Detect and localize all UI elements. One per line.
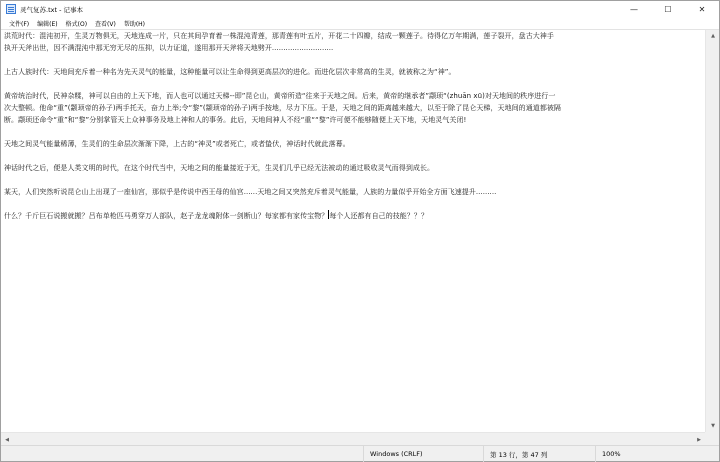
editor-area[interactable]	[1, 29, 719, 445]
scroll-down-icon[interactable]: ▼	[711, 423, 715, 429]
status-zoom: 100%	[595, 446, 719, 462]
text-line	[4, 198, 704, 210]
maximize-button[interactable]: ☐	[664, 4, 672, 14]
status-cursor-position: 第 13 行，第 47 列	[483, 446, 595, 462]
vertical-scrollbar[interactable]	[705, 30, 719, 432]
status-bar	[1, 445, 719, 461]
text-line	[4, 174, 704, 186]
text-after-caret: 每个人还都有自己的技能？？？	[329, 212, 429, 220]
text-line: 天地之间灵气能量稀薄，生灵们的生命层次渐渐下降，上古的“神灵”或者死亡，或者蛰伏，神话时代就此落幕。	[4, 140, 350, 148]
text-line: 上古人族时代：天地间充斥着一种名为先天灵气的能量，这种能量可以让生命得到更高层次的进化。而进化层次非常高的生灵，就被称之为“神”。	[4, 68, 456, 76]
menu-bar	[1, 17, 719, 29]
menu-format[interactable]: 格式(O)	[65, 20, 88, 28]
window-title: 灵气复苏.txt - 记事本	[20, 5, 83, 14]
scroll-left-icon[interactable]: ◀	[5, 436, 9, 443]
text-line	[4, 126, 704, 138]
text-line: 执开天斧出世，因不满混沌中那无穷无尽的压抑，以力证道，遂用那开天斧将天地劈开...........................	[4, 44, 334, 52]
text-line: 某天，人们突然听说昆仑山上出现了一座仙宫，那似乎是传说中西王母的仙宫......天地之间又突然充斥着灵气能量，人族的力量似乎开始全方面飞速提升.........	[4, 188, 497, 196]
close-button[interactable]: ✕	[698, 4, 706, 14]
scrollbar-corner	[705, 432, 719, 445]
status-encoding: Windows (CRLF)	[363, 446, 483, 462]
horizontal-scrollbar[interactable]	[1, 432, 705, 445]
text-line	[4, 54, 704, 66]
text-content[interactable]	[4, 30, 704, 444]
text-line-current	[4, 210, 704, 222]
text-line	[4, 78, 704, 90]
window-controls	[617, 1, 719, 17]
menu-file[interactable]: 文件(F)	[9, 20, 30, 28]
title-bar[interactable]	[1, 1, 719, 17]
notepad-icon	[6, 4, 16, 14]
text-before-caret: 什么？千斤巨石说搬就搬？吕布单枪匹马勇穿万人部队，赵子龙龙魂附体一剑断山？每家都有家传宝物？	[4, 212, 329, 220]
minimize-button[interactable]: —	[630, 4, 638, 14]
text-line: 神话时代之后，便是人类文明的时代，在这个时代当中，天地之间的能量接近于无，生灵们几乎已经无法被动的通过吸收灵气而得到成长。	[4, 164, 435, 172]
text-line: 黄帝统治时代，民神杂糅，神可以自由的上天下地，而人也可以通过天梯--即”昆仑山，黄帝所造“往来于天地之间。后来，黄帝的继承者”颛顼“(zhuān xū)对天地间的秩序进行一	[4, 92, 556, 100]
text-line	[4, 150, 704, 162]
menu-view[interactable]: 查看(V)	[95, 20, 116, 28]
menu-help[interactable]: 帮助(H)	[123, 20, 146, 28]
scroll-right-icon[interactable]: ▶	[697, 436, 701, 443]
text-line: 断。颛顼还命令“重”和“黎”分别掌管天上众神事务及地上神和人的事务。此后，天地间神人不经“重““黎”许可便不能够随便上天下地，天地灵气关闭!	[4, 116, 467, 124]
text-line: 洪荒时代：混沌初开，生灵万物俱无，天地连成一片，只在其间孕育着一株混沌青莲，那青莲有叶五片，开花二十四瓣，结成一颗莲子。待得亿万年期满，莲子裂开，盘古大神手	[4, 32, 554, 40]
menu-edit[interactable]: 编辑(E)	[37, 20, 58, 28]
scroll-up-icon[interactable]: ▲	[711, 33, 715, 39]
text-line: 次大整顿。他命“重”(颛顼帝的孙子)两手托天，奋力上举;令“黎”(颛顼帝的孙子)两手按地，尽力下压。于是，天地之间的距离越来越大，以至于除了昆仑天梯，天地间的通道都被隔	[4, 104, 561, 112]
